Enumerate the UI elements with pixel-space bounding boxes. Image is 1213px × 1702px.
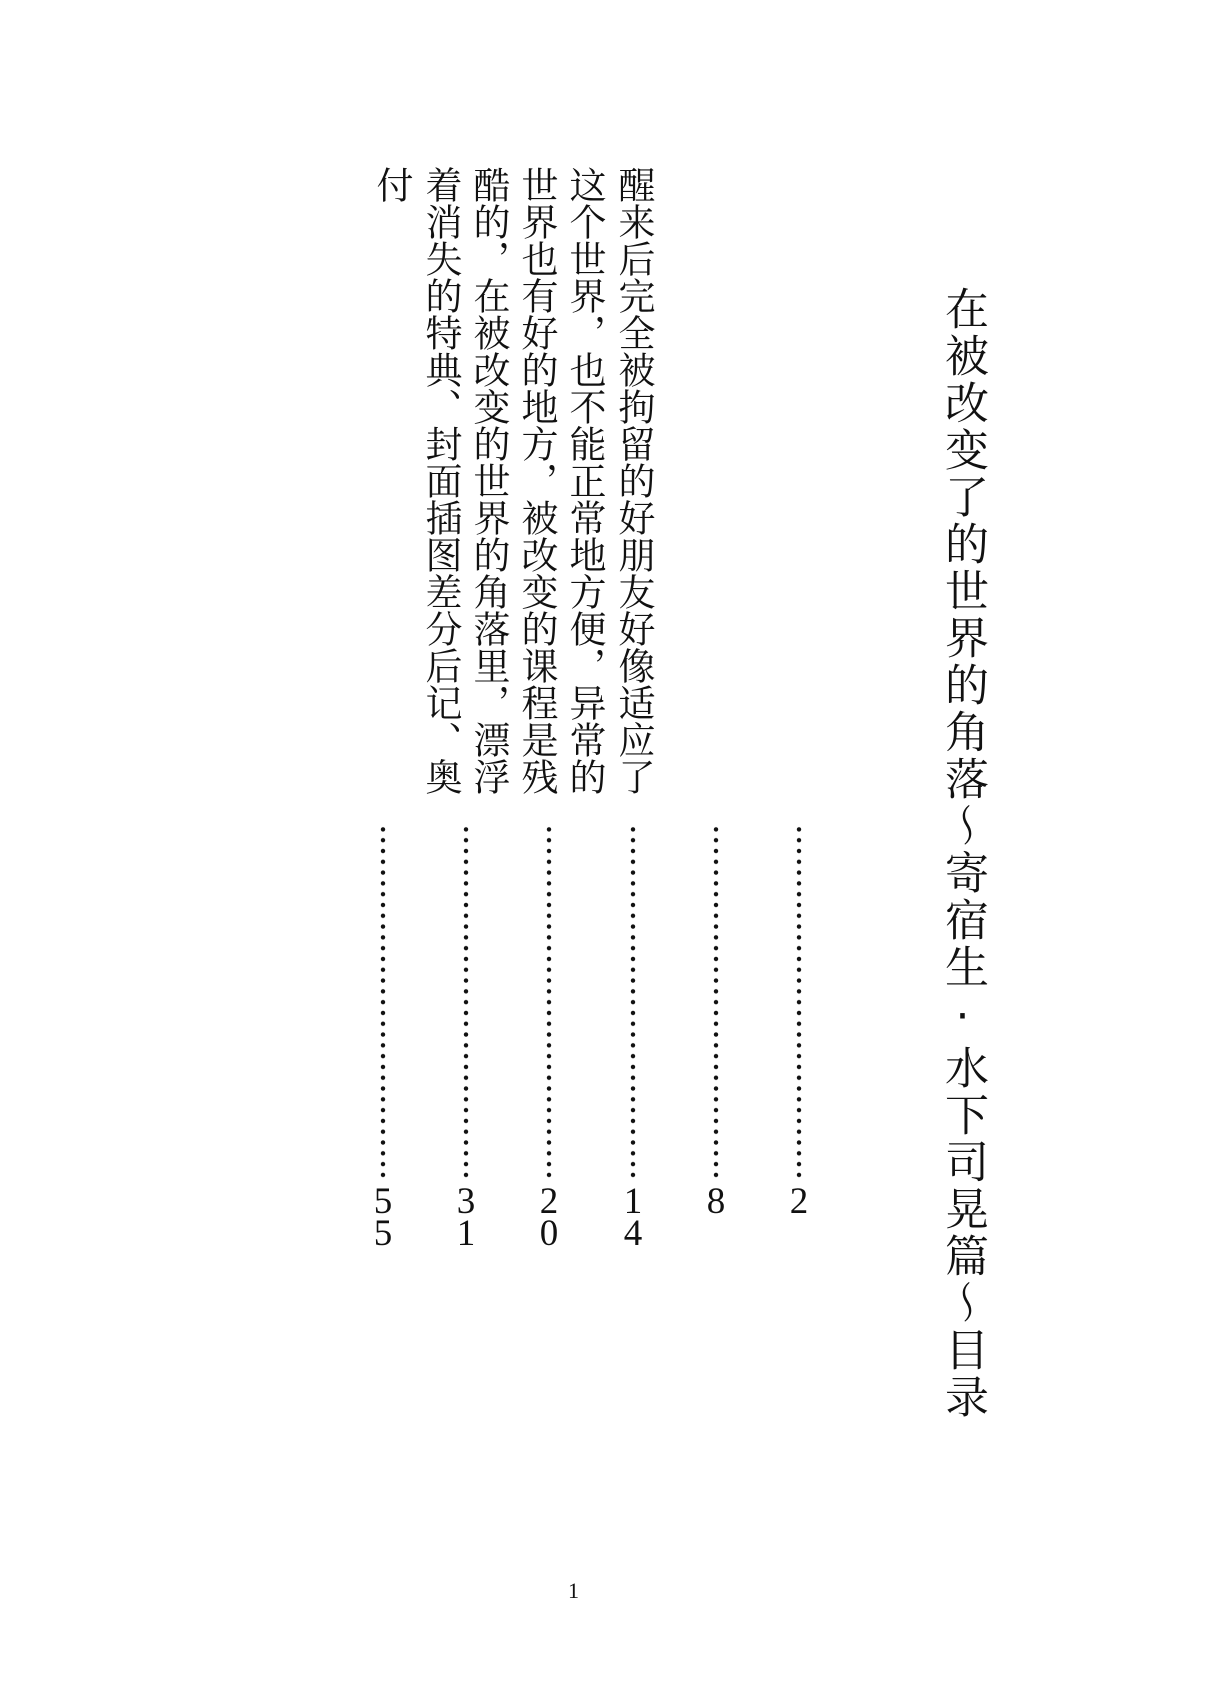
dot-leader xyxy=(629,824,637,1180)
page-digit: 8 xyxy=(706,1181,726,1222)
page-number: 1 xyxy=(568,1578,579,1603)
toc-text-line: 付 xyxy=(370,166,413,203)
page-digit: 5 xyxy=(373,1213,393,1254)
toc-text-line: 醒来后完全被拘留的好朋友好像适应了 xyxy=(612,166,655,795)
page-digit: 0 xyxy=(539,1213,559,1254)
page-digit: 4 xyxy=(623,1213,643,1254)
entry-page-number xyxy=(696,1181,736,1222)
page-digit: 3 xyxy=(456,1181,476,1222)
dot-leader xyxy=(462,824,470,1180)
dot-leader xyxy=(795,824,803,1180)
entry-page-number xyxy=(779,1181,819,1222)
dot-leader xyxy=(545,824,553,1180)
entry-page-number xyxy=(363,1181,403,1254)
toc-text-line: 这个世界，也不能正常地方便，异常的 xyxy=(563,166,606,795)
entry-page-number xyxy=(529,1181,569,1254)
dot-leader xyxy=(379,824,387,1180)
dot-leader xyxy=(712,824,720,1180)
toc-text-line: 着消失的特典、封面插图差分后记、奥 xyxy=(419,166,462,795)
toc-text-line: 酷的，在被改变的世界的角落里，漂浮 xyxy=(467,166,510,795)
page-digit: 2 xyxy=(539,1181,559,1222)
page-digit: 1 xyxy=(623,1181,643,1222)
page-digit: 2 xyxy=(789,1181,809,1222)
toc-title: 在被改变了的世界的角落～寄宿生·水下司晃篇～目录 xyxy=(937,286,988,1421)
entry-page-number xyxy=(613,1181,653,1254)
page-digit: 5 xyxy=(373,1181,393,1222)
entry-page-number xyxy=(446,1181,486,1254)
page-digit: 1 xyxy=(456,1213,476,1254)
toc-text-line: 世界也有好的地方，被改变的课程是残 xyxy=(515,166,558,795)
